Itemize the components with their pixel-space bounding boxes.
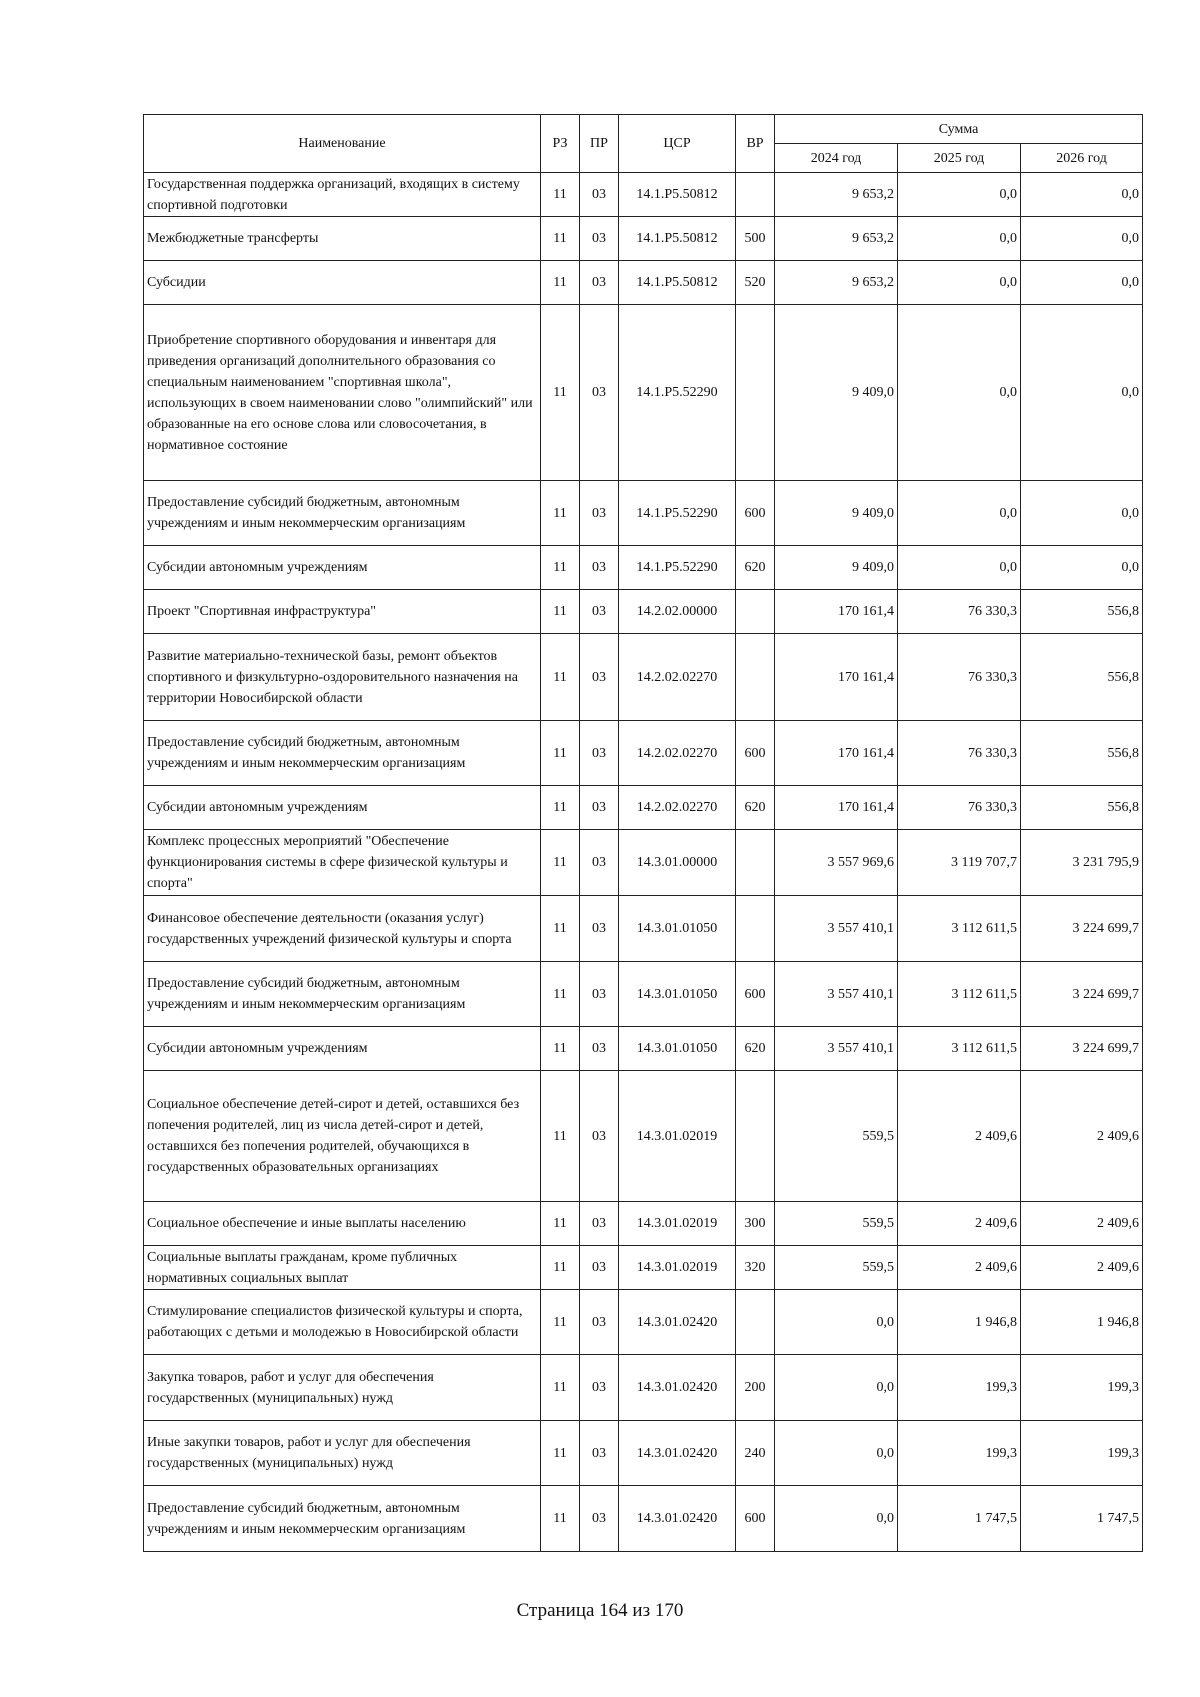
row-name: Субсидии: [144, 261, 541, 305]
row-name: Иные закупки товаров, работ и услуг для обеспечения государственных (муниципальных) нужд: [144, 1421, 541, 1486]
row-rz: 11: [541, 1027, 580, 1071]
table-row: [144, 1290, 1143, 1355]
row-pr: 03: [580, 590, 619, 634]
row-name: Стимулирование специалистов физической культуры и спорта, работающих с детьми и молодежью в Новосибирской области: [144, 1290, 541, 1355]
row-amount-2024: 3 557 410,1: [775, 962, 898, 1027]
row-name: Межбюджетные трансферты: [144, 217, 541, 261]
row-amount-2024: 9 409,0: [775, 305, 898, 481]
row-amount-2025: 3 112 611,5: [898, 1027, 1021, 1071]
table-row: [144, 590, 1143, 634]
row-pr: 03: [580, 173, 619, 217]
row-vr: 620: [736, 786, 775, 830]
row-vr: 600: [736, 721, 775, 786]
row-amount-2025: 2 409,6: [898, 1071, 1021, 1202]
header-year-2025: 2025 год: [898, 144, 1021, 173]
row-amount-2026: 2 409,6: [1021, 1071, 1143, 1202]
table-row: [144, 1421, 1143, 1486]
row-csr: 14.3.01.02019: [619, 1202, 736, 1246]
row-pr: 03: [580, 1027, 619, 1071]
row-csr: 14.1.P5.52290: [619, 305, 736, 481]
row-vr: 600: [736, 481, 775, 546]
header-rz: РЗ: [541, 115, 580, 173]
row-csr: 14.2.02.02270: [619, 786, 736, 830]
row-pr: 03: [580, 1290, 619, 1355]
row-amount-2025: 76 330,3: [898, 721, 1021, 786]
row-amount-2025: 0,0: [898, 173, 1021, 217]
row-amount-2026: 0,0: [1021, 481, 1143, 546]
row-pr: 03: [580, 830, 619, 896]
row-name: Предоставление субсидий бюджетным, автономным учреждениям и иным некоммерческим организациям: [144, 721, 541, 786]
row-amount-2024: 0,0: [775, 1486, 898, 1552]
table-body: [144, 173, 1143, 1552]
row-amount-2024: 559,5: [775, 1246, 898, 1290]
row-rz: 11: [541, 481, 580, 546]
row-rz: 11: [541, 590, 580, 634]
row-pr: 03: [580, 1421, 619, 1486]
row-csr: 14.3.01.01050: [619, 1027, 736, 1071]
row-amount-2026: 3 224 699,7: [1021, 962, 1143, 1027]
row-vr: [736, 1290, 775, 1355]
row-csr: 14.1.P5.52290: [619, 481, 736, 546]
row-csr: 14.3.01.02019: [619, 1071, 736, 1202]
row-amount-2024: 0,0: [775, 1355, 898, 1421]
row-csr: 14.3.01.02420: [619, 1486, 736, 1552]
table-row: [144, 217, 1143, 261]
row-name: Субсидии автономным учреждениям: [144, 1027, 541, 1071]
row-csr: 14.3.01.01050: [619, 962, 736, 1027]
row-vr: [736, 173, 775, 217]
row-vr: [736, 896, 775, 962]
table-row: [144, 1027, 1143, 1071]
row-name: Проект "Спортивная инфраструктура": [144, 590, 541, 634]
row-rz: 11: [541, 173, 580, 217]
row-name: Государственная поддержка организаций, входящих в систему спортивной подготовки: [144, 173, 541, 217]
row-pr: 03: [580, 217, 619, 261]
row-amount-2026: 556,8: [1021, 590, 1143, 634]
row-amount-2024: 3 557 410,1: [775, 896, 898, 962]
row-pr: 03: [580, 1071, 619, 1202]
row-rz: 11: [541, 1202, 580, 1246]
table-row: [144, 1486, 1143, 1552]
row-amount-2025: 199,3: [898, 1355, 1021, 1421]
row-rz: 11: [541, 1290, 580, 1355]
row-csr: 14.2.02.00000: [619, 590, 736, 634]
row-amount-2026: 0,0: [1021, 546, 1143, 590]
table-row: [144, 261, 1143, 305]
table-row: [144, 481, 1143, 546]
row-pr: 03: [580, 721, 619, 786]
row-amount-2024: 170 161,4: [775, 721, 898, 786]
row-amount-2025: 76 330,3: [898, 590, 1021, 634]
table-row: [144, 1355, 1143, 1421]
table-row: [144, 173, 1143, 217]
row-vr: 500: [736, 217, 775, 261]
row-amount-2024: 3 557 410,1: [775, 1027, 898, 1071]
row-amount-2025: 0,0: [898, 305, 1021, 481]
row-rz: 11: [541, 217, 580, 261]
header-pr: ПР: [580, 115, 619, 173]
row-amount-2024: 170 161,4: [775, 634, 898, 721]
row-rz: 11: [541, 830, 580, 896]
row-amount-2026: 0,0: [1021, 305, 1143, 481]
row-rz: 11: [541, 721, 580, 786]
row-amount-2024: 9 653,2: [775, 217, 898, 261]
row-pr: 03: [580, 546, 619, 590]
row-csr: 14.1.P5.50812: [619, 217, 736, 261]
row-amount-2026: 1 946,8: [1021, 1290, 1143, 1355]
row-amount-2026: 1 747,5: [1021, 1486, 1143, 1552]
row-vr: [736, 634, 775, 721]
row-vr: 600: [736, 962, 775, 1027]
row-csr: 14.1.P5.50812: [619, 261, 736, 305]
row-rz: 11: [541, 261, 580, 305]
row-pr: 03: [580, 896, 619, 962]
row-amount-2025: 2 409,6: [898, 1202, 1021, 1246]
row-amount-2024: 3 557 969,6: [775, 830, 898, 896]
row-amount-2024: 9 653,2: [775, 173, 898, 217]
table-row: [144, 896, 1143, 962]
table-row: [144, 1202, 1143, 1246]
row-amount-2026: 2 409,6: [1021, 1246, 1143, 1290]
row-vr: 240: [736, 1421, 775, 1486]
row-pr: 03: [580, 1202, 619, 1246]
row-amount-2026: 556,8: [1021, 786, 1143, 830]
row-rz: 11: [541, 962, 580, 1027]
row-amount-2026: 3 231 795,9: [1021, 830, 1143, 896]
table-row: [144, 1246, 1143, 1290]
table-row: [144, 721, 1143, 786]
header-csr: ЦСР: [619, 115, 736, 173]
row-csr: 14.1.P5.52290: [619, 546, 736, 590]
row-amount-2024: 559,5: [775, 1071, 898, 1202]
row-vr: [736, 590, 775, 634]
row-name: Приобретение спортивного оборудования и инвентаря для приведения организаций дополнительного образования со специальным наименованием "спортивная школа", использующих в своем наименовании слово "олимпийский" или образованные на его основе слова или словосочетания, в нормативное состояние: [144, 305, 541, 481]
row-csr: 14.3.01.02420: [619, 1290, 736, 1355]
row-name: Субсидии автономным учреждениям: [144, 786, 541, 830]
row-rz: 11: [541, 1071, 580, 1202]
row-rz: 11: [541, 896, 580, 962]
table-row: [144, 830, 1143, 896]
row-name: Предоставление субсидий бюджетным, автономным учреждениям и иным некоммерческим организациям: [144, 1486, 541, 1552]
row-name: Комплекс процессных мероприятий "Обеспечение функционирования системы в сфере физической культуры и спорта": [144, 830, 541, 896]
row-rz: 11: [541, 305, 580, 481]
row-rz: 11: [541, 634, 580, 721]
row-amount-2026: 199,3: [1021, 1355, 1143, 1421]
row-vr: 620: [736, 1027, 775, 1071]
row-name: Предоставление субсидий бюджетным, автономным учреждениям и иным некоммерческим организациям: [144, 962, 541, 1027]
row-amount-2024: 0,0: [775, 1421, 898, 1486]
row-name: Предоставление субсидий бюджетным, автономным учреждениям и иным некоммерческим организациям: [144, 481, 541, 546]
page-number: Страница 164 из 170: [516, 1600, 684, 1621]
row-amount-2025: 76 330,3: [898, 634, 1021, 721]
header-year-2024: 2024 год: [775, 144, 898, 173]
row-amount-2025: 2 409,6: [898, 1246, 1021, 1290]
row-csr: 14.3.01.02019: [619, 1246, 736, 1290]
table-header: [144, 115, 1143, 173]
row-amount-2025: 199,3: [898, 1421, 1021, 1486]
row-amount-2024: 170 161,4: [775, 786, 898, 830]
table-row: [144, 786, 1143, 830]
row-amount-2026: 199,3: [1021, 1421, 1143, 1486]
row-amount-2024: 0,0: [775, 1290, 898, 1355]
row-amount-2025: 0,0: [898, 217, 1021, 261]
row-amount-2026: 556,8: [1021, 721, 1143, 786]
row-amount-2026: 3 224 699,7: [1021, 1027, 1143, 1071]
row-name: Социальное обеспечение детей-сирот и детей, оставшихся без попечения родителей, лиц из числа детей-сирот и детей, оставшихся без попечения родителей, обучающихся в государственных образовательных организациях: [144, 1071, 541, 1202]
row-rz: 11: [541, 1486, 580, 1552]
row-amount-2025: 1 946,8: [898, 1290, 1021, 1355]
row-vr: 620: [736, 546, 775, 590]
header-name: Наименование: [144, 115, 541, 173]
row-csr: 14.3.01.01050: [619, 896, 736, 962]
row-pr: 03: [580, 1355, 619, 1421]
row-csr: 14.3.01.02420: [619, 1355, 736, 1421]
row-pr: 03: [580, 481, 619, 546]
row-amount-2024: 9 653,2: [775, 261, 898, 305]
row-amount-2026: 2 409,6: [1021, 1202, 1143, 1246]
row-vr: [736, 305, 775, 481]
row-amount-2025: 3 119 707,7: [898, 830, 1021, 896]
header-sum: Сумма: [775, 115, 1143, 144]
row-amount-2026: 0,0: [1021, 173, 1143, 217]
row-amount-2026: 0,0: [1021, 217, 1143, 261]
row-csr: 14.3.01.00000: [619, 830, 736, 896]
row-amount-2025: 3 112 611,5: [898, 962, 1021, 1027]
table-row: [144, 546, 1143, 590]
row-csr: 14.2.02.02270: [619, 721, 736, 786]
budget-table: [143, 114, 1143, 1552]
row-pr: 03: [580, 634, 619, 721]
row-amount-2025: 3 112 611,5: [898, 896, 1021, 962]
row-amount-2026: 556,8: [1021, 634, 1143, 721]
row-rz: 11: [541, 786, 580, 830]
row-amount-2026: 0,0: [1021, 261, 1143, 305]
row-csr: 14.2.02.02270: [619, 634, 736, 721]
row-vr: 200: [736, 1355, 775, 1421]
row-name: Социальное обеспечение и иные выплаты населению: [144, 1202, 541, 1246]
row-amount-2025: 0,0: [898, 261, 1021, 305]
row-vr: 320: [736, 1246, 775, 1290]
row-pr: 03: [580, 962, 619, 1027]
row-pr: 03: [580, 786, 619, 830]
row-amount-2025: 76 330,3: [898, 786, 1021, 830]
row-pr: 03: [580, 305, 619, 481]
row-vr: [736, 1071, 775, 1202]
row-rz: 11: [541, 546, 580, 590]
row-amount-2024: 9 409,0: [775, 481, 898, 546]
row-vr: 300: [736, 1202, 775, 1246]
row-name: Субсидии автономным учреждениям: [144, 546, 541, 590]
row-pr: 03: [580, 1246, 619, 1290]
row-vr: 520: [736, 261, 775, 305]
row-csr: 14.1.P5.50812: [619, 173, 736, 217]
row-name: Развитие материально-технической базы, ремонт объектов спортивного и физкультурно-оздоровительного назначения на территории Новосибирской области: [144, 634, 541, 721]
row-rz: 11: [541, 1246, 580, 1290]
row-pr: 03: [580, 261, 619, 305]
row-amount-2024: 170 161,4: [775, 590, 898, 634]
table-row: [144, 634, 1143, 721]
row-vr: [736, 830, 775, 896]
row-amount-2025: 1 747,5: [898, 1486, 1021, 1552]
row-amount-2025: 0,0: [898, 546, 1021, 590]
table-row: [144, 962, 1143, 1027]
row-amount-2026: 3 224 699,7: [1021, 896, 1143, 962]
row-name: Финансовое обеспечение деятельности (оказания услуг) государственных учреждений физической культуры и спорта: [144, 896, 541, 962]
row-rz: 11: [541, 1355, 580, 1421]
table-row: [144, 1071, 1143, 1202]
row-csr: 14.3.01.02420: [619, 1421, 736, 1486]
row-amount-2025: 0,0: [898, 481, 1021, 546]
row-pr: 03: [580, 1486, 619, 1552]
header-vr: ВР: [736, 115, 775, 173]
row-vr: 600: [736, 1486, 775, 1552]
row-name: Социальные выплаты гражданам, кроме публичных нормативных социальных выплат: [144, 1246, 541, 1290]
table-row: [144, 305, 1143, 481]
header-year-2026: 2026 год: [1021, 144, 1143, 173]
row-rz: 11: [541, 1421, 580, 1486]
row-name: Закупка товаров, работ и услуг для обеспечения государственных (муниципальных) нужд: [144, 1355, 541, 1421]
row-amount-2024: 9 409,0: [775, 546, 898, 590]
row-amount-2024: 559,5: [775, 1202, 898, 1246]
